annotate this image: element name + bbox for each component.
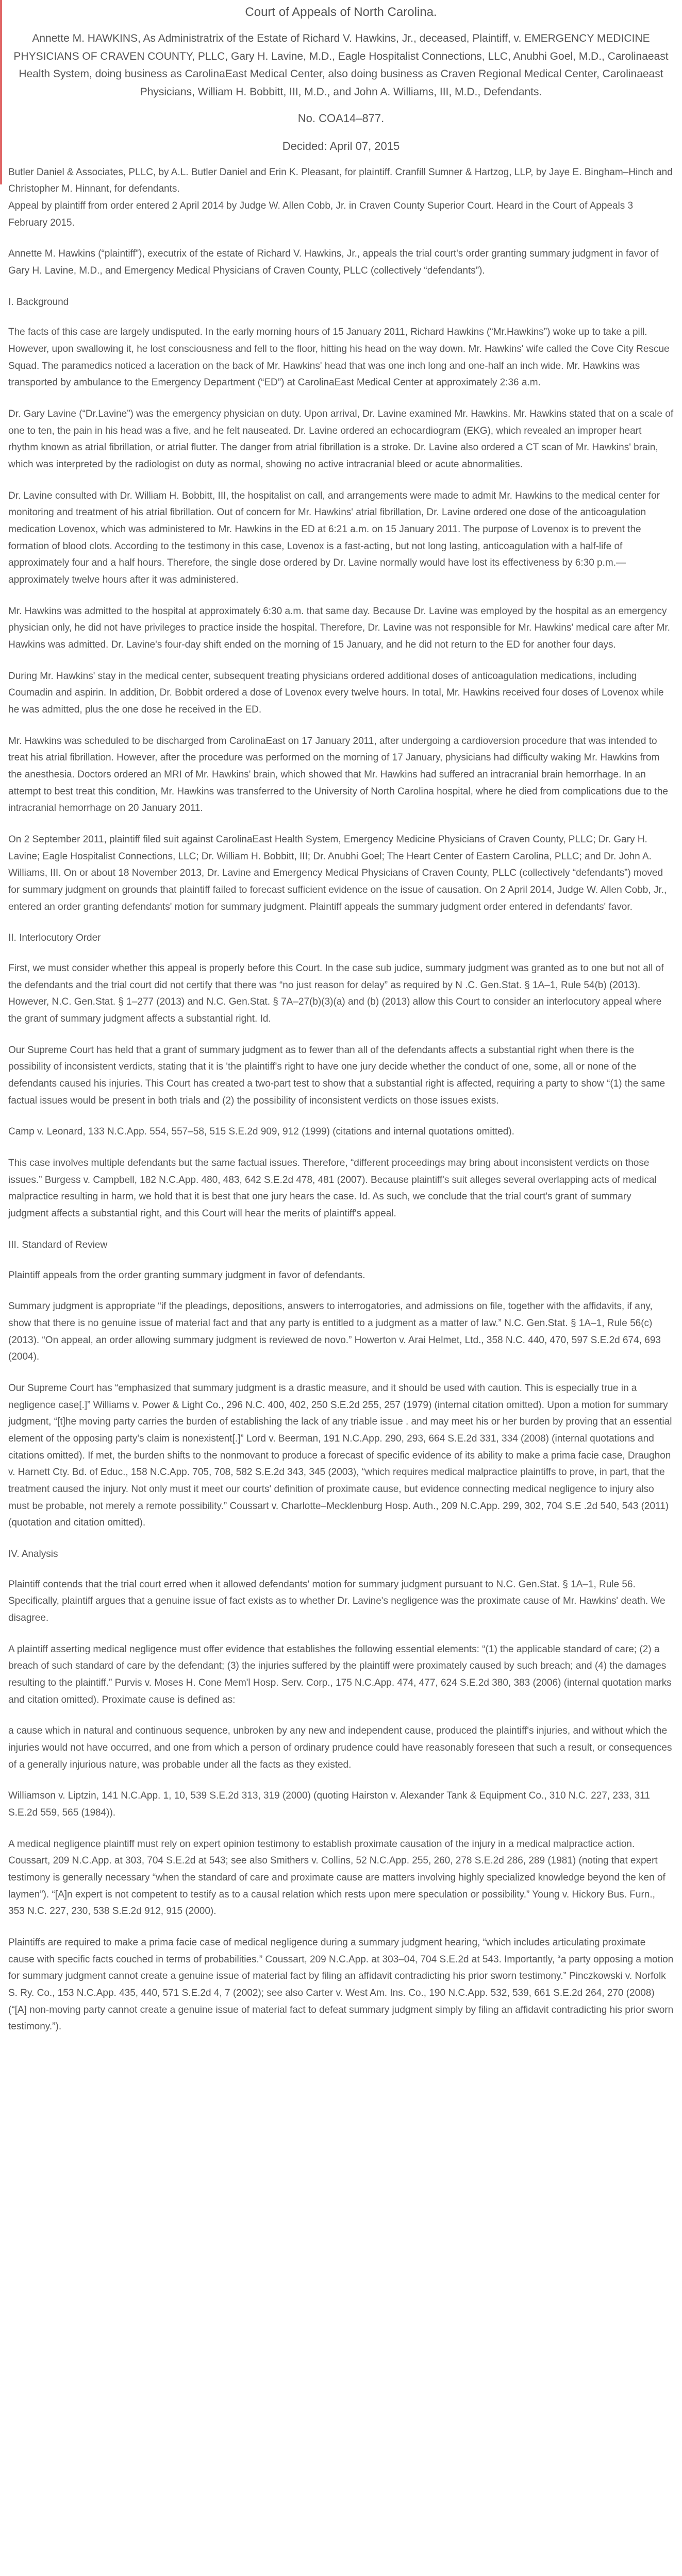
body-paragraph: Our Supreme Court has “emphasized that summary judgment is a drastic measure, and it should be used with caution. This is especially true in a negligence case[.]” Williams v. Power & Light Co., 296 N.C. 400, 402, 250 S.E.2d 255, 257 (1979) (internal citation omitted). Upon a motion for summary judgment, “[t]he moving party carries the burden of establishing the lack of any triable issue . and may meet his or her burden by proving that an essential element of the opposing party's claim is nonexistent[.]” Lord v. Beerman, 191 N.C.App. 290, 293, 664 S.E.2d 331, 334 (2008) (internal quotations and citations omitted). If met, the burden shifts to the nonmovant to produce a forecast of specific evidence of its ability to make a prima facie case, Draughon v. Harnett Cty. Bd. of Educ., 158 N.C.App. 705, 708, 582 S.E.2d 343, 345 (2003), “which requires medical malpractice plaintiffs to prove, in part, that the treatment caused the injury. Not only must it meet our courts' definition of proximate cause, but evidence connecting medical negligence to injury also must be probable, not merely a remote possibility.” Coussart v. Charlotte–Mecklenburg Hosp. Auth., 209 N.C.App. 299, 302, 704 S.E .2d 540, 543 (2011) (quotation and citation omitted). [8,1382,672,1529]
decided-date: Decided: April 07, 2015 [282,139,400,152]
body-paragraph: Summary judgment is appropriate “if the pleadings, depositions, answers to interrogatories, and admissions on file, together with the affidavits, if any, show that there is no genuine issue of material fact and that any party is entitled to a judgment as a matter of law.” N.C. Gen.Stat. § 1A–1, Rule 56(c) (2013). “On appeal, an order allowing summary judgment is reviewed de novo.” Howerton v. Arai Helmet, Ltd., 358 N.C. 440, 470, 597 S.E.2d 674, 693 (2004). [8,1301,661,1363]
body-paragraph: Our Supreme Court has held that a grant of summary judgment as to fewer than all of the defendants affects a substantial right when there is the possibility of inconsistent verdicts, stating that it is 'the plaintiff's right to have one jury decide whether the conduct of one, some, all or none of the defendants caused his injuries. This Court has created a two-part test to show that a substantial right is affected, requiring a party to show “(1) the same factual issues would be present in both trials and (2) the possibility of inconsistent verdicts on those issues exists. [8,1044,666,1106]
body-paragraph: This case involves multiple defendants but the same factual issues. Therefore, “different proceedings may bring about inconsistent verdicts on those issues.” Burgess v. Campbell, 182 N.C.App. 480, 483, 642 S.E.2d 478, 481 (2007). Because plaintiff's suit alleges several overlapping acts of medical malpractice resulting in harm, we hold that it is best that one jury hears the case. Id. As such, we conclude that the trial court's grant of summary judgment affects a substantial right, and this Court will hear the merits of plaintiff's appeal. [8,1158,657,1219]
body-paragraph: During Mr. Hawkins' stay in the medical center, subsequent treating physicians ordered additional doses of anticoagulation medications, including Coumadin and aspirin. In addition, Dr. Bobbit ordered a dose of Lovenox every twelve hours. In total, Mr. Hawkins received four doses of Lovenox while he was admitted, plus the one dose he received in the ED. [8,670,664,716]
body-paragraph: The facts of this case are largely undisputed. In the early morning hours of 15 January 2011, Richard Hawkins (“Mr.Hawkins”) woke up to take a pill. However, upon swallowing it, he lost consciousness and fell to the floor, hitting his head on the way down. Mr. Hawkins' wife called the Cove City Rescue Squad. The paramedics noticed a laceration on the back of Mr. Hawkins' head that was one inch long and one-half an inch wide. Mr. Hawkins was transported by ambulance to the Emergency Department (“ED”) at CarolinaEast Medical Center at approximately 2:36 a.m. [8,327,670,388]
body-paragraph: Dr. Lavine consulted with Dr. William H. Bobbitt, III, the hospitalist on call, and arrangements were made to admit Mr. Hawkins to the medical center for monitoring and treatment of his atrial fibrillation. Out of concern for Mr. Hawkins' atrial fibrillation, Dr. Lavine ordered one dose of the anticoagulation medication Lovenox, which was administered to Mr. Hawkins in the ED at 6:21 a.m. on 15 January 2011. The purpose of Lovenox is to prevent the formation of blood clots. According to the testimony in this case, Lovenox is a fast-acting, but not long lasting, anticoagulation with a half-life of approximately four and a half hours. Therefore, the single dose ordered by Dr. Lavine normally would have lost its effectiveness by 6:30 p.m.—approximately twelve hours after it was administered. [8,490,660,585]
body-paragraph: Annette M. Hawkins (“plaintiff”), executrix of the estate of Richard V. Hawkins, Jr., appeals the trial court's order granting summary judgment in favor of Gary H. Lavine, M.D., and Emergency Medical Physicians of Craven County, PLLC (collectively “defendants”). [8,248,659,276]
document-header [0,0,682,153]
body-paragraph: On 2 September 2011, plaintiff filed suit against CarolinaEast Health System, Emergency Medicine Physicians of Craven County, PLLC; Dr. Gary H. Lavine; Eagle Hospitalist Connections, LLC; Dr. William H. Bobbitt, III; Dr. Anubhi Goel; The Heart Center of Eastern Carolina, PLLC; and Dr. John A. Williams, III. On or about 18 November 2013, Dr. Lavine and Emergency Medical Physicians of Craven County, PLLC (collectively “defendants”) moved for summary judgment on grounds that plaintiff failed to forecast sufficient evidence on the issue of causation. On 2 April 2014, Judge W. Allen Cobb, Jr., entered an order granting defendants' motion for summary judgment. Plaintiff appeals the summary judgment order entered in defendants' favor. [8,834,667,912]
body-paragraph: Plaintiff contends that the trial court erred when it allowed defendants' motion for summary judgment pursuant to N.C. Gen.Stat. § 1A–1, Rule 56. Specifically, plaintiff argues that a genuine issue of fact exists as to whether Dr. Lavine's negligence was the proximate cause of Mr. Hawkins' death. We disagree. [8,1579,666,1623]
body-paragraph: Mr. Hawkins was admitted to the hospital at approximately 6:30 a.m. that same day. Because Dr. Lavine was employed by the hospital as an emergency physician only, he did not have privileges to practice inside the hospital. Therefore, Dr. Lavine was not responsible for Mr. Hawkins' medical care after Mr. Hawkins was admitted. Dr. Lavine's four-day shift ended on the morning of 15 January, and he did not return to the ED for another four days. [8,605,670,651]
section-heading-analysis: IV. Analysis [8,1548,58,1560]
case-parties: Annette M. HAWKINS, As Administratrix of the Estate of Richard V. Hawkins, Jr., deceased, Plaintiff, v. EMERGENCY MEDICINE PHYSICIANS OF CRAVEN COUNTY, PLLC, Gary H. Lavine, M.D., Eagle Hospitalist Connections, LLC, Anubhi Goel, M.D., Carolinaeast Health System, doing business as CarolinaEast Medical Center, also doing business as Craven Regional Medical Center, Carolinaeast Physicians, William H. Bobbitt, III, M.D., and John A. Williams, III, M.D., Defendants. [13,32,669,98]
body-paragraph: A medical negligence plaintiff must rely on expert opinion testimony to establish proximate causation of the injury in a medical malpractice action. Coussart, 209 N.C.App. at 303, 704 S.E.2d at 543; see also Smithers v. Collins, 52 N.C.App. 255, 260, 278 S.E.2d 286, 289 (1981) (noting that expert testimony is generally necessary “when the standard of care and proximate cause are matters involving highly specialized knowledge beyond the ken of laymen”). “[A]n expert is not competent to testify as to a causal relation which rests upon mere speculation or possibility.” Young v. Hickory Bus. Furn., 353 N.C. 227, 230, 538 S.E.2d 912, 915 (2000). [8,1838,666,1917]
body-paragraph: Plaintiff appeals from the order granting summary judgment in favor of defendants. [8,1269,365,1281]
body-paragraph: Plaintiffs are required to make a prima facie case of medical negligence during a summary judgment hearing, “which includes articulating proximate cause with specific facts couched in terms of probabilities.” Coussart, 209 N.C.App. at 303–04, 704 S.E.2d at 543. Importantly, “a party opposing a motion for summary judgment cannot create a genuine issue of material fact by filing an affidavit contradicting his prior sworn testimony.” Pinczkowski v. Norfolk S. Ry. Co., 153 N.C.App. 435, 440, 571 S.E.2d 4, 7 (2002); see also Carter v. West Am. Ins. Co., 190 N.C.App. 532, 539, 661 S.E.2d 264, 270 (2008) (“[A] non-moving party cannot create a genuine issue of material fact to defeat summary judgment simply by filing an affidavit contradicting his prior sworn testimony.”). [8,1937,674,2032]
body-paragraph: First, we must consider whether this appeal is properly before this Court. In the case sub judice, summary judgment was granted as to one but not all of the defendants and the trial court did not certify that there was “no just reason for delay” as required by N .C. Gen.Stat. § 1A–1, Rule 54(b) (2013). However, N.C. Gen.Stat. § 1–277 (2013) and N.C. Gen.Stat. § 7A–27(b)(3)(a) and (b) (2013) allow this Court to consider an interlocutory appeal where the grant of summary judgment affects a substantial right. Id. [8,963,664,1025]
body-paragraph: Dr. Gary Lavine (“Dr.Lavine”) was the emergency physician on duty. Upon arrival, Dr. Lavine examined Mr. Hawkins. Mr. Hawkins stated that on a scale of one to ten, the pain in his head was a five, and he felt nauseated. Dr. Lavine ordered an echocardiogram (EKG), which revealed an improper heart rhythm known as atrial fibrillation, or atrial flutter. The danger from atrial fibrillation is a stroke. Dr. Lavine also ordered a CT scan of Mr. Hawkins' brain, which was interpreted by the radiologist on duty as normal, showing no active intracranial bleed or acute abnormalities. [8,408,674,470]
opinion-body [0,164,682,2036]
body-paragraph: Mr. Hawkins was scheduled to be discharged from CarolinaEast on 17 January 2011, after undergoing a cardioversion procedure that was intended to treat his atrial fibrillation. However, after the procedure was performed on the morning of 17 January, physicians had difficulty waking Mr. Hawkins from the anesthesia. Doctors ordered an MRI of Mr. Hawkins' brain, which showed that Mr. Hawkins had suffered an intracranial brain hemorrhage. In an attempt to best treat this condition, Mr. Hawkins was transferred to the University of North Carolina hospital, where he died from complications due to the intracranial hemorrhage on 20 January 2011. [8,735,668,814]
counsel-paragraph: Butler Daniel & Associates, PLLC, by A.L. Butler Daniel and Erin K. Pleasant, for plaintiff. Cranfill Sumner & Hartzog, LLP, by Jaye E. Bingham–Hinch and Christopher M. Hinnant, for defendants. Appeal by plaintiff from order entered 2 April 2014 by Judge W. Allen Cobb, Jr. in Craven County Superior Court. Heard in the Court of Appeals 3 February 2015. [8,166,673,228]
section-heading-standard-of-review: III. Standard of Review [8,1239,108,1250]
citation-paragraph: Camp v. Leonard, 133 N.C.App. 554, 557–58, 515 S.E.2d 909, 912 (1999) (citations and internal quotations omitted). [8,1126,514,1138]
section-heading-background: I. Background [8,296,69,308]
section-heading-interlocutory: II. Interlocutory Order [8,933,101,944]
court-title: Court of Appeals of North Carolina. [245,5,437,19]
quoted-definition: a cause which in natural and continuous sequence, unbroken by any new and independent cause, produced the plaintiff's injuries, and without which the injuries would not have occurred, and one from which a person of ordinary prudence could have reasonably foreseen that such a result, or consequences of a generally injurious nature, was probable under all the facts as they existed. [8,1725,672,1770]
citation-paragraph: Williamson v. Liptzin, 141 N.C.App. 1, 10, 539 S.E.2d 313, 319 (2000) (quoting Hairston v. Alexander Tank & Equipment Co., 310 N.C. 227, 233, 311 S.E.2d 559, 565 (1984)). [8,1790,650,1818]
docket-number: No. COA14–877. [297,111,385,125]
body-paragraph: A plaintiff asserting medical negligence must offer evidence that establishes the following essential elements: “(1) the applicable standard of care; (2) a breach of such standard of care by the defendant; (3) the injuries suffered by the plaintiff were proximately caused by such breach; and (4) the damages resulting to the plaintiff.” Purvis v. Moses H. Cone Mem'l Hosp. Serv. Corp., 175 N.C.App. 474, 477, 624 S.E.2d 380, 383 (2006) (internal quotation marks and citation omitted). Proximate cause is defined as: [8,1643,672,1705]
